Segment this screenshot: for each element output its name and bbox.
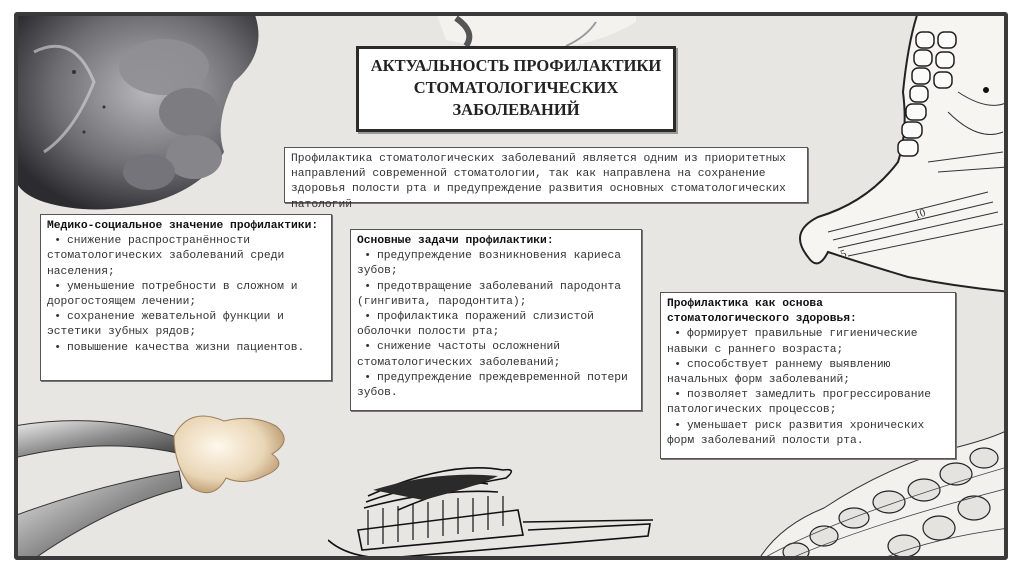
list-item-text: предупреждение преждевременной потери зубов. (357, 371, 628, 400)
list-item (47, 341, 325, 356)
list-item (357, 371, 635, 401)
page-title: АКТУАЛЬНОСТЬ ПРОФИЛАКТИКИ СТОМАТОЛОГИЧЕСКИХ ЗАБОЛЕВАНИЙ (370, 56, 662, 119)
list-item (47, 310, 325, 340)
bullet-icon: • (54, 235, 61, 248)
list-item-text: повышение качества жизни пациентов. (67, 341, 305, 354)
bullet-icon: • (364, 311, 371, 324)
foundation-list (667, 327, 949, 449)
toothbrush-sketch-image (328, 440, 658, 560)
list-item-text: снижение распространённости стоматологических заболеваний среди населения; (47, 235, 285, 278)
bullet-icon: • (674, 328, 681, 341)
list-item-text: предотвращение заболеваний пародонта (гингивита, пародонтита); (357, 280, 622, 308)
list-item (667, 327, 949, 357)
intro-text: Профилактика стоматологических заболеваний является одним из приоритетных направлений современной стоматологии, так как направлена на сохранение здоровья полости рта и предупреждение развития основных стоматологических патологий (291, 153, 786, 211)
intro-panel (284, 147, 808, 211)
jaw-label-5: 5 (838, 247, 849, 261)
bullet-icon: • (54, 341, 61, 354)
list-item-text: сохранение жевательной функции и эстетики зубных рядов; (47, 311, 284, 339)
bullet-icon: • (674, 389, 681, 402)
list-item-text: формирует правильные гигиенические навыки с раннего возраста; (667, 328, 918, 356)
bullet-icon: • (364, 371, 371, 384)
foundation-panel (660, 292, 956, 459)
list-item (667, 388, 949, 418)
main-tasks-panel (350, 229, 642, 411)
dental-cast-image (14, 12, 284, 217)
medical-social-list (47, 234, 325, 356)
medical-social-panel (40, 214, 332, 381)
list-item (357, 280, 635, 310)
list-item (357, 310, 635, 340)
title-box (356, 46, 676, 132)
bullet-icon: • (54, 311, 61, 324)
forceps-tooth-image (14, 396, 294, 560)
list-item-text: снижение частоты осложнений стоматологических заболеваний; (357, 341, 561, 369)
list-item-text: предупреждение возникновения кариеса зубов; (357, 250, 622, 278)
list-item-text: профилактика поражений слизистой оболочки полости рта; (357, 311, 594, 339)
jaw-label-10: 10 (912, 206, 928, 222)
main-tasks-heading: Основные задачи профилактики: (357, 235, 554, 247)
bullet-icon: • (364, 280, 371, 293)
list-item (357, 340, 635, 370)
list-item-text: уменьшает риск развития хронических форм заболеваний полости рта. (667, 419, 925, 447)
jaw-sketch-image (788, 12, 1008, 302)
list-item (47, 234, 325, 280)
medical-social-heading: Медико-социальное значение профилактики: (47, 220, 319, 232)
slide-board (14, 12, 1008, 560)
list-item (357, 249, 635, 279)
bullet-icon: • (674, 419, 681, 432)
bullet-icon: • (674, 358, 681, 371)
list-item-text: позволяет замедлить прогрессирование патологических процессов; (667, 389, 932, 417)
list-item (47, 280, 325, 310)
bullet-icon: • (364, 250, 371, 263)
main-tasks-list (357, 249, 635, 401)
list-item-text: способствует раннему выявлению начальных форм заболеваний; (667, 358, 891, 387)
bullet-icon: • (364, 341, 371, 354)
list-item (667, 358, 949, 388)
list-item-text: уменьшение потребности в сложном и дорогостоящем лечении; (47, 280, 298, 309)
list-item (667, 419, 949, 449)
bullet-icon: • (54, 280, 61, 293)
foundation-heading: Профилактика как основа стоматологического здоровья: (667, 298, 857, 326)
